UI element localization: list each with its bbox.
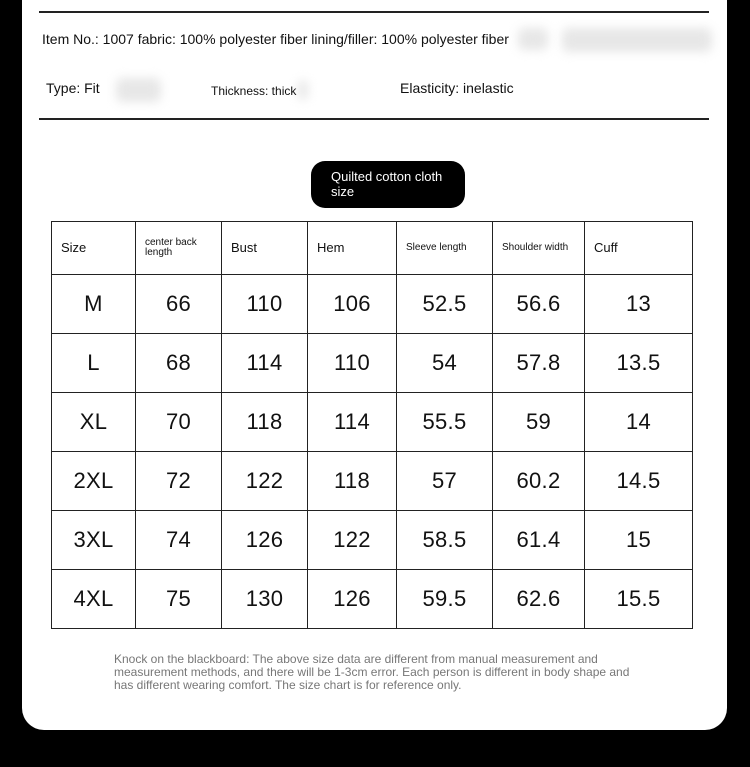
column-header-cuff: Cuff xyxy=(585,222,693,275)
table-cell: 110 xyxy=(222,275,308,334)
table-cell: 106 xyxy=(308,275,397,334)
table-cell: 130 xyxy=(222,570,308,629)
blurred-region xyxy=(518,28,548,50)
size-cell: 2XL xyxy=(52,452,136,511)
table-cell: 58.5 xyxy=(397,511,493,570)
column-header-center-back-length: center back length xyxy=(136,222,222,275)
column-header-shoulder-width: Shoulder width xyxy=(493,222,585,275)
column-header-bust: Bust xyxy=(222,222,308,275)
table-cell: 13.5 xyxy=(585,334,693,393)
size-cell: XL xyxy=(52,393,136,452)
table-row xyxy=(52,393,693,452)
table-cell: 14.5 xyxy=(585,452,693,511)
item-info-text: Item No.: 1007 fabric: 100% polyester fiber lining/filler: 100% polyester fiber xyxy=(42,31,509,47)
type-text: Type: Fit xyxy=(46,80,100,96)
table-cell: 56.6 xyxy=(493,275,585,334)
thickness-text: Thickness: thick xyxy=(211,84,297,98)
table-cell: 122 xyxy=(222,452,308,511)
size-cell: M xyxy=(52,275,136,334)
table-cell: 118 xyxy=(308,452,397,511)
table-cell: 60.2 xyxy=(493,452,585,511)
table-row xyxy=(52,334,693,393)
table-cell: 74 xyxy=(136,511,222,570)
table-cell: 68 xyxy=(136,334,222,393)
table-cell: 57.8 xyxy=(493,334,585,393)
top-divider xyxy=(39,11,709,13)
size-cell: L xyxy=(52,334,136,393)
table-cell: 13 xyxy=(585,275,693,334)
table-row xyxy=(52,570,693,629)
size-chart-title: Quilted cotton cloth size xyxy=(311,161,465,208)
table-cell: 114 xyxy=(222,334,308,393)
middle-divider xyxy=(39,118,709,120)
table-cell: 118 xyxy=(222,393,308,452)
blurred-region xyxy=(298,80,308,100)
table-row xyxy=(52,275,693,334)
table-cell: 15.5 xyxy=(585,570,693,629)
column-header-size: Size xyxy=(52,222,136,275)
table-cell: 114 xyxy=(308,393,397,452)
blurred-region xyxy=(562,28,712,52)
table-row xyxy=(52,452,693,511)
elasticity-text: Elasticity: inelastic xyxy=(400,80,514,96)
table-cell: 55.5 xyxy=(397,393,493,452)
column-header-hem: Hem xyxy=(308,222,397,275)
disclaimer-note: Knock on the blackboard: The above size data are different from manual measurement and measurement methods, and there will be 1-3cm error. Each person is different in body shape and has different wearing comfort. The size chart is for reference only. xyxy=(114,652,630,692)
blurred-region xyxy=(116,78,161,102)
table-cell: 66 xyxy=(136,275,222,334)
table-cell: 59 xyxy=(493,393,585,452)
size-table xyxy=(51,221,693,629)
table-cell: 72 xyxy=(136,452,222,511)
table-cell: 70 xyxy=(136,393,222,452)
table-cell: 62.6 xyxy=(493,570,585,629)
column-header-sleeve-length: Sleeve length xyxy=(397,222,493,275)
table-cell: 59.5 xyxy=(397,570,493,629)
table-cell: 52.5 xyxy=(397,275,493,334)
table-cell: 14 xyxy=(585,393,693,452)
table-cell: 15 xyxy=(585,511,693,570)
table-row xyxy=(52,511,693,570)
table-cell: 75 xyxy=(136,570,222,629)
table-header-row xyxy=(52,222,693,275)
table-cell: 61.4 xyxy=(493,511,585,570)
table-cell: 126 xyxy=(222,511,308,570)
size-cell: 4XL xyxy=(52,570,136,629)
size-cell: 3XL xyxy=(52,511,136,570)
table-cell: 57 xyxy=(397,452,493,511)
table-cell: 110 xyxy=(308,334,397,393)
table-cell: 126 xyxy=(308,570,397,629)
table-cell: 122 xyxy=(308,511,397,570)
table-cell: 54 xyxy=(397,334,493,393)
